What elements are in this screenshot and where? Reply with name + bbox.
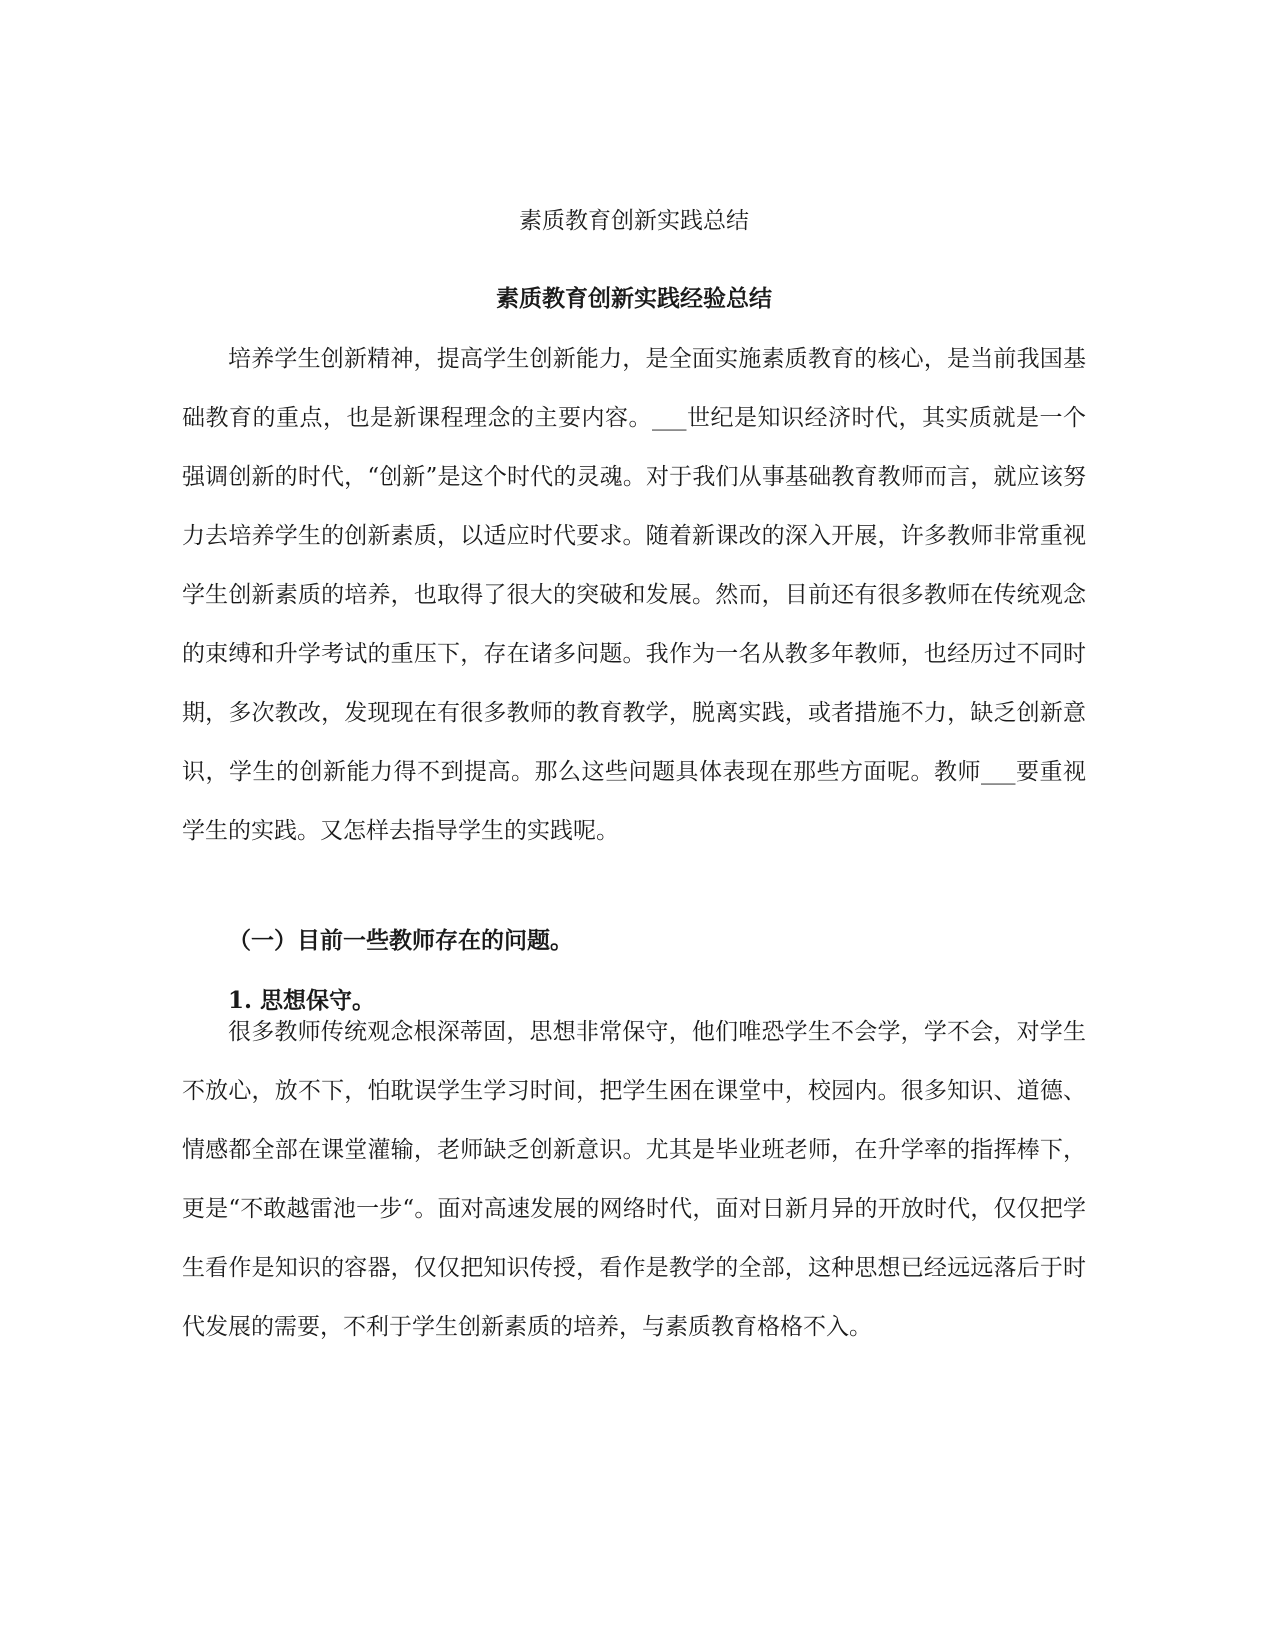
subsection-heading: 1. 思想保守。 [228,987,376,1014]
section-heading: （一）目前一些教师存在的问题。 [228,927,573,954]
body-paragraph: 很多教师传统观念根深蒂固，思想非常保守，他们唯恐学生不会学，学不会，对学生不放心，放不下，怕耽误学生学习时间，把学生困在课堂中，校园内。很多知识、道德、情感都全部在课堂灌输，老师缺乏创新意识。尤其是毕业班老师，在升学率的指挥棒下，更是“不敢越雷池一步“。面对高速发展的网络时代，面对日新月异的开放时代，仅仅把学生看作是知识的容器，仅仅把知识传授，看作是教学的全部，这种思想已经远远落后于时代发展的需要，不利于学生创新素质的培养，与素质教育格格不入。 [182,1019,1086,1340]
intro-paragraph: 培养学生创新精神，提高学生创新能力，是全面实施素质教育的核心，是当前我国基础教育的重点，也是新课程理念的主要内容。___世纪是知识经济时代，其实质就是一个强调创新的时代，“创新”是这个时代的灵魂。对于我们从事基础教育教师而言，就应该努力去培养学生的创新素质，以适应时代要求。随着新课改的深入开展，许多教师非常重视学生创新素质的培养，也取得了很大的突破和发展。然而，目前还有很多教师在传统观念的束缚和升学考试的重压下，存在诸多问题。我作为一名从教多年教师，也经历过不同时期，多次教改，发现现在有很多教师的教育教学，脱离实践，或者措施不力，缺乏创新意识，学生的创新能力得不到提高。那么这些问题具体表现在那些方面呢。教师___要重视学生的实践。又怎样去指导学生的实践呢。 [182,346,1086,844]
document-subtitle: 素质教育创新实践经验总结 [496,285,772,312]
document-title: 素质教育创新实践总结 [519,208,749,234]
